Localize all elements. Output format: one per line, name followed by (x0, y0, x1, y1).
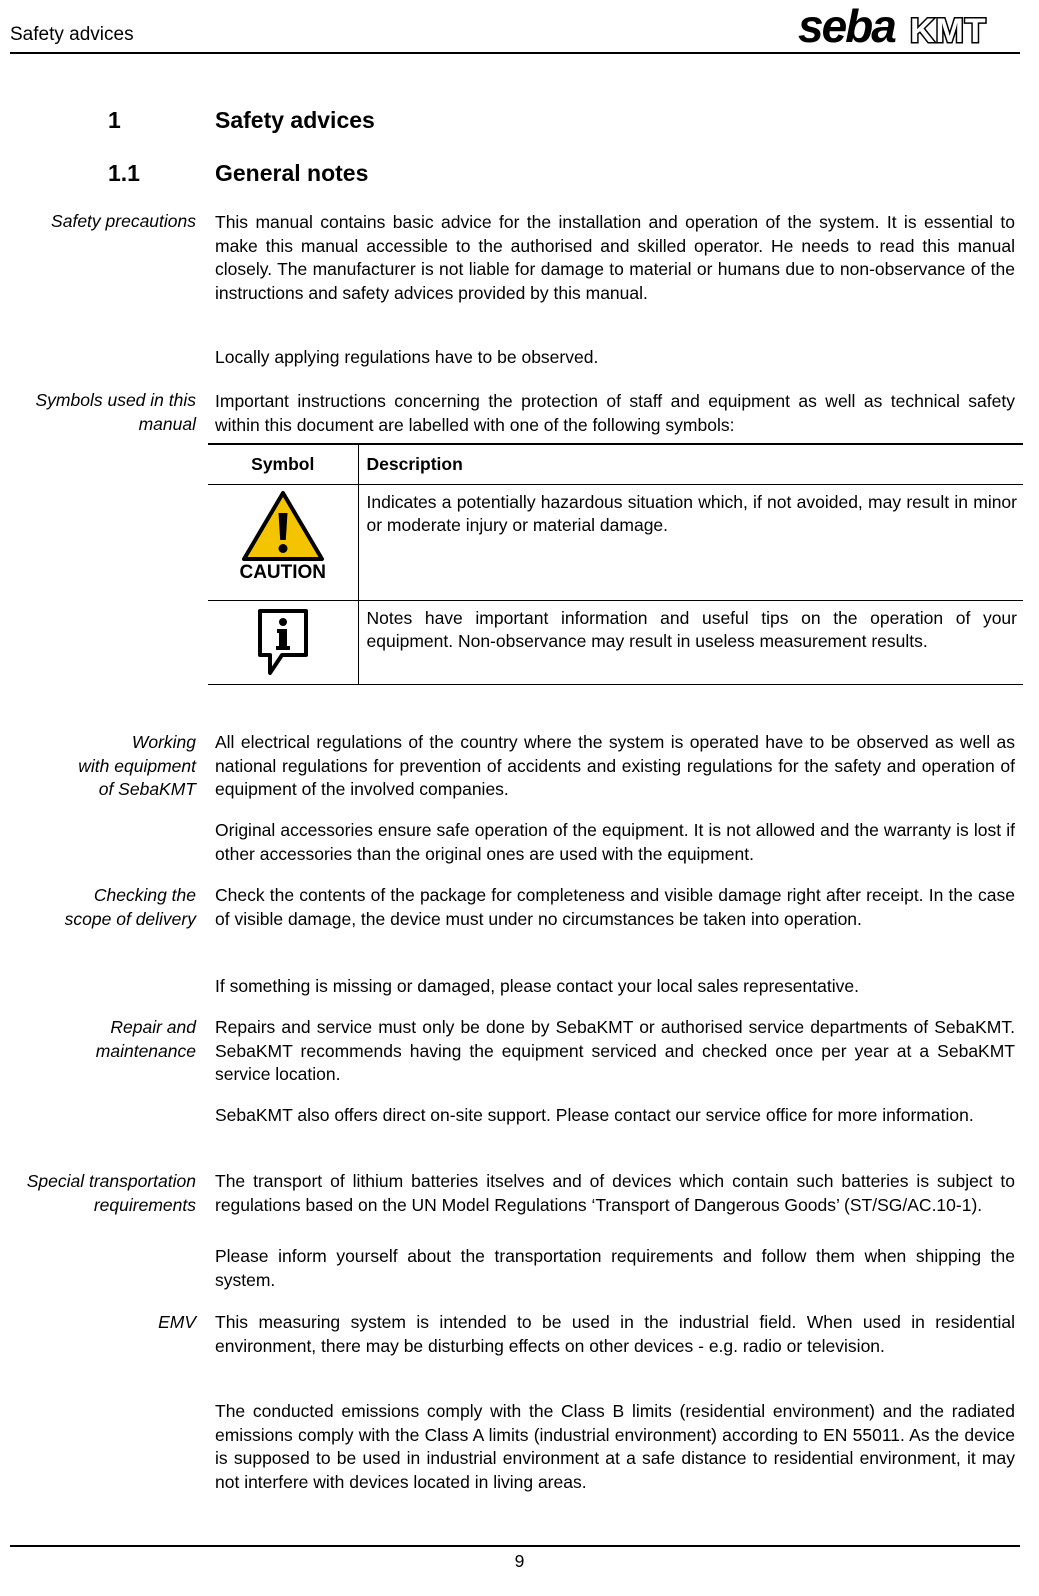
checking-paragraph-2: If something is missing or damaged, please contact your local sales representative. (215, 976, 859, 996)
emv-paragraph-2: The conducted emissions comply with the Class B limits (residential environment) and the radiated emissions comply with the Class A limits (industrial environment) according to EN 55011. As the device is supposed to be used in industrial environment at a safe distance to residential environment, it may not interfere with devices located in living areas. (215, 1401, 1015, 1492)
side-label-symbols (36, 389, 197, 436)
working-paragraph-1: All electrical regulations of the country where the system is operated have to be observed as well as national regulations for prevention of accidents and existing regulations for the safety and operation of equipment of the involved companies. (215, 732, 1015, 799)
side-label-safety-precautions: Safety precautions (51, 211, 196, 231)
side-label-repair (96, 1016, 196, 1063)
section-title: General notes (215, 160, 369, 186)
side-label-line: Working (131, 732, 196, 752)
repair-paragraph-2: SebaKMT also offers direct on-site support. Please contact our service office for more information. (215, 1105, 974, 1125)
table-row (208, 484, 1023, 600)
footer-rule (10, 1545, 1020, 1547)
svg-text:seba: seba (798, 4, 895, 48)
transport-paragraph-1: The transport of lithium batteries itselves and of devices which contain such batteries is subject to regulations based on the UN Model Regulations ‘Transport of Dangerous Goods’ (ST/SG/AC.10-1). (215, 1171, 1015, 1215)
header-title: Safety advices (10, 24, 134, 45)
page-number: 9 (514, 1551, 525, 1571)
symbol-cell (208, 600, 358, 684)
side-label-line: scope of delivery (64, 908, 196, 929)
description-cell: Notes have important information and useful tips on the operation of your equipment. Non-observance may result in useless measurement results. (358, 600, 1023, 684)
description-cell: Indicates a potentially hazardous situation which, if not avoided, may result in minor or moderate injury or material damage. (358, 484, 1023, 600)
column-header-symbol: Symbol (208, 444, 358, 484)
side-label-line: manual (138, 413, 196, 434)
symbol-cell (208, 484, 358, 600)
section-heading (0, 160, 1039, 190)
chapter-title: Safety advices (215, 107, 375, 133)
safety-precautions-paragraph-1: This manual contains basic advice for the installation and operation of the system. It is essential to make this manual accessible to the authorised and skilled operator. He needs to read this manual closely. The manufacturer is not liable for damage to material or humans due to non-observance of the instructions and safety advices provided by this manual. (215, 212, 1015, 303)
info-note-icon (256, 607, 310, 677)
side-label-checking (65, 884, 196, 931)
symbols-intro-paragraph: Important instructions concerning the protection of staff and equipment as well as technical safety within this document are labelled with one of the following symbols: (215, 391, 1015, 435)
repair-paragraph-1: Repairs and service must only be done by SebaKMT or authorised service departments of SebaKMT. SebaKMT recommends having the equipment serviced and checked once per year at a SebaKMT service location. (215, 1017, 1015, 1084)
emv-paragraph-1: This measuring system is intended to be used in the industrial field. When used in residential environment, there may be disturbing effects on other devices - e.g. radio or television. (215, 1312, 1015, 1356)
table-row (208, 600, 1023, 684)
side-label-emv: EMV (158, 1312, 196, 1332)
side-label-line: Repair and (110, 1017, 196, 1037)
svg-text:KMT: KMT (910, 12, 987, 48)
column-header-description: Description (358, 444, 1023, 484)
side-label-line: maintenance (95, 1040, 196, 1061)
section-number: 1.1 (108, 160, 140, 186)
sebakmt-logo (798, 4, 1020, 48)
checking-paragraph-1: Check the contents of the package for completeness and visible damage right after receipt. In the case of visible damage, the device must under no circumstances be taken into operation. (215, 885, 1015, 929)
side-label-line: with equipment (78, 755, 196, 776)
side-label-transport (27, 1170, 196, 1217)
side-label-working (78, 731, 196, 802)
symbols-table (208, 443, 1023, 685)
caution-warning-icon (240, 489, 326, 563)
side-label-line: requirements (93, 1194, 196, 1215)
safety-precautions-paragraph-2: Locally applying regulations have to be observed. (215, 347, 599, 367)
side-label-line: Symbols used in this (35, 390, 196, 410)
page-header (10, 0, 1020, 54)
transport-paragraph-2: Please inform yourself about the transportation requirements and follow them when shipping the system. (215, 1246, 1015, 1290)
table-header-row (208, 444, 1023, 484)
caution-label: CAUTION (239, 561, 327, 583)
side-label-line: Checking the (93, 885, 196, 905)
chapter-number: 1 (108, 107, 121, 133)
working-paragraph-2: Original accessories ensure safe operation of the equipment. It is not allowed and the warranty is lost if other accessories than the original ones are used with the equipment. (215, 820, 1015, 864)
side-label-line: of SebaKMT (98, 779, 196, 799)
chapter-heading (0, 107, 1039, 137)
side-label-line: Special transportation (26, 1171, 196, 1191)
